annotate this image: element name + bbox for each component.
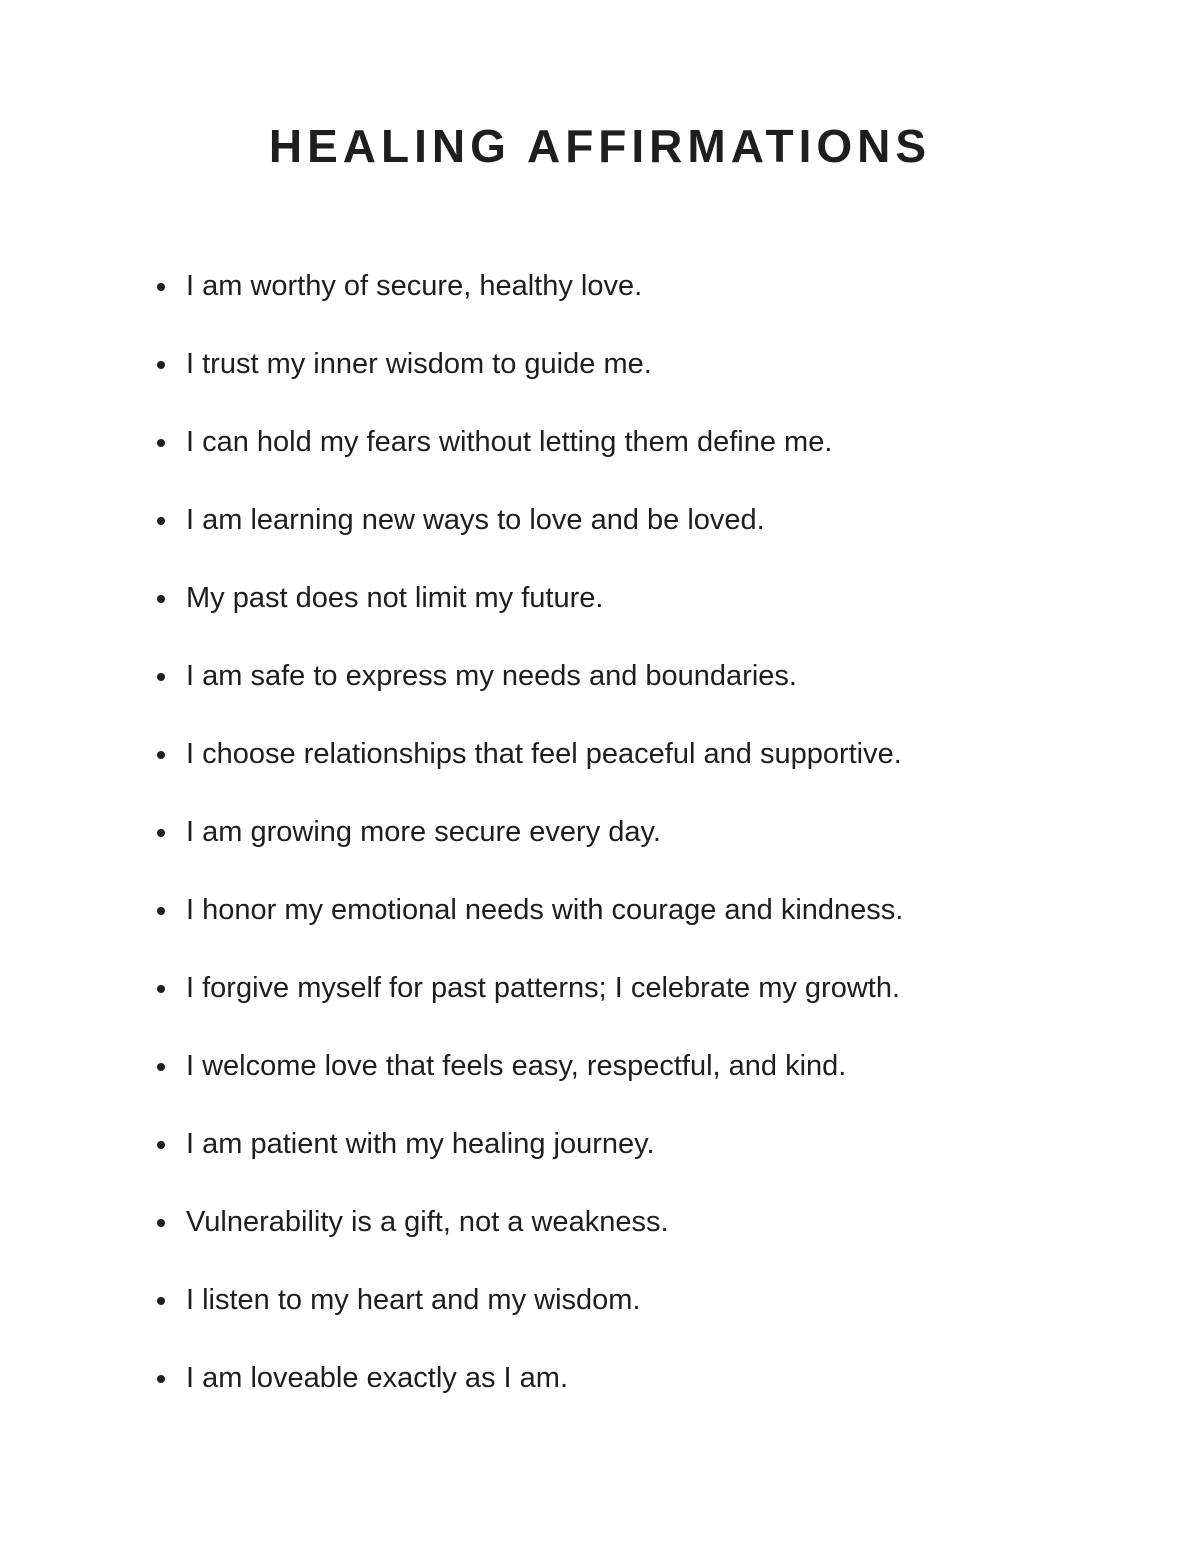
list-item [150, 498, 903, 576]
bullet-icon [150, 888, 186, 932]
affirmation-text: My past does not limit my future. [186, 582, 604, 614]
affirmation-text: I forgive myself for past patterns; I celebrate my growth. [186, 972, 901, 1004]
list-item [150, 1044, 903, 1122]
list-item [150, 654, 903, 732]
list-item [150, 420, 903, 498]
bullet-icon [150, 1044, 186, 1088]
bullet-icon [150, 1200, 186, 1244]
affirmation-text: I welcome love that feels easy, respectful, and kind. [186, 1050, 847, 1082]
affirmation-text: I am loveable exactly as I am. [186, 1362, 568, 1394]
affirmation-text: I trust my inner wisdom to guide me. [186, 348, 652, 380]
affirmation-text: I listen to my heart and my wisdom. [186, 1284, 641, 1316]
bullet-icon [150, 1278, 186, 1322]
affirmation-text: I am learning new ways to love and be loved. [186, 504, 765, 536]
bullet-icon [150, 1122, 186, 1166]
affirmation-text: I am safe to express my needs and boundaries. [186, 660, 797, 692]
list-item [150, 810, 903, 888]
bullet-icon [150, 732, 186, 776]
list-item [150, 1200, 903, 1278]
affirmation-text: I am worthy of secure, healthy love. [186, 270, 643, 302]
bullet-icon [150, 966, 186, 1010]
list-item [150, 342, 903, 420]
affirmation-text: Vulnerability is a gift, not a weakness. [186, 1206, 669, 1238]
affirmation-text: I honor my emotional needs with courage and kindness. [186, 894, 904, 926]
affirmation-text: I am growing more secure every day. [186, 816, 661, 848]
page-title: HEALING AFFIRMATIONS [268, 120, 932, 172]
bullet-icon [150, 1356, 186, 1400]
list-item [150, 264, 903, 342]
affirmation-text: I can hold my fears without letting them define me. [186, 426, 833, 458]
list-item [150, 576, 903, 654]
bullet-icon [150, 810, 186, 854]
bullet-icon [150, 342, 186, 386]
list-item [150, 1278, 903, 1356]
affirmation-text: I choose relationships that feel peaceful and supportive. [186, 738, 902, 770]
bullet-icon [150, 264, 186, 308]
list-item [150, 888, 903, 966]
list-item [150, 1122, 903, 1200]
affirmations-list [150, 264, 903, 1434]
list-item [150, 966, 903, 1044]
bullet-icon [150, 654, 186, 698]
list-item [150, 732, 903, 810]
list-item [150, 1356, 903, 1434]
bullet-icon [150, 498, 186, 542]
bullet-icon [150, 420, 186, 464]
affirmation-text: I am patient with my healing journey. [186, 1128, 655, 1160]
bullet-icon [150, 576, 186, 620]
